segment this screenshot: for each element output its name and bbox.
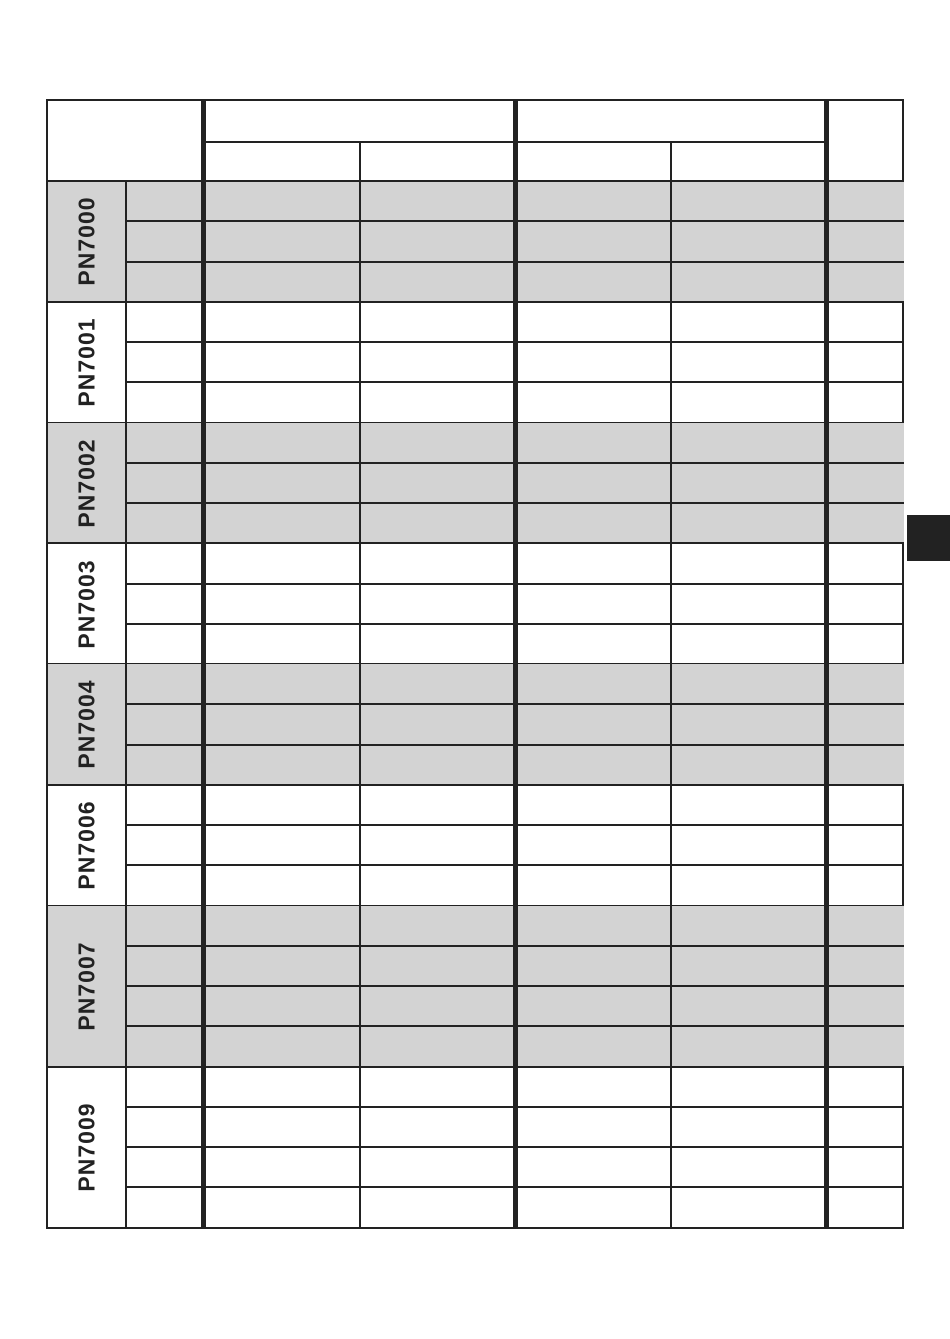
model-label: PN7006 [73,800,99,890]
model-label: PN7004 [73,679,99,769]
model-label: PN7009 [73,1102,99,1192]
model-label: PN7007 [73,941,99,1031]
column-rule [670,141,672,1228]
column-rule [824,101,829,1228]
data-table [46,99,904,1229]
model-label: PN7001 [73,317,99,407]
group-separator [48,1066,904,1068]
group-separator [48,542,904,544]
model-group-shading [48,664,904,785]
model-group-shading [48,423,904,544]
column-rule [125,181,127,1228]
group-separator [48,784,904,786]
group-separator [48,1227,904,1229]
model-label: PN7003 [73,559,99,649]
column-rule [201,101,206,1228]
section-tab-marker [907,515,950,561]
model-group-shading [48,181,904,302]
column-rule [359,141,361,1228]
model-label: PN7002 [73,438,99,528]
header-rule [48,180,904,182]
column-rule [513,101,518,1228]
model-label: PN7000 [73,196,99,286]
group-separator [48,301,904,303]
